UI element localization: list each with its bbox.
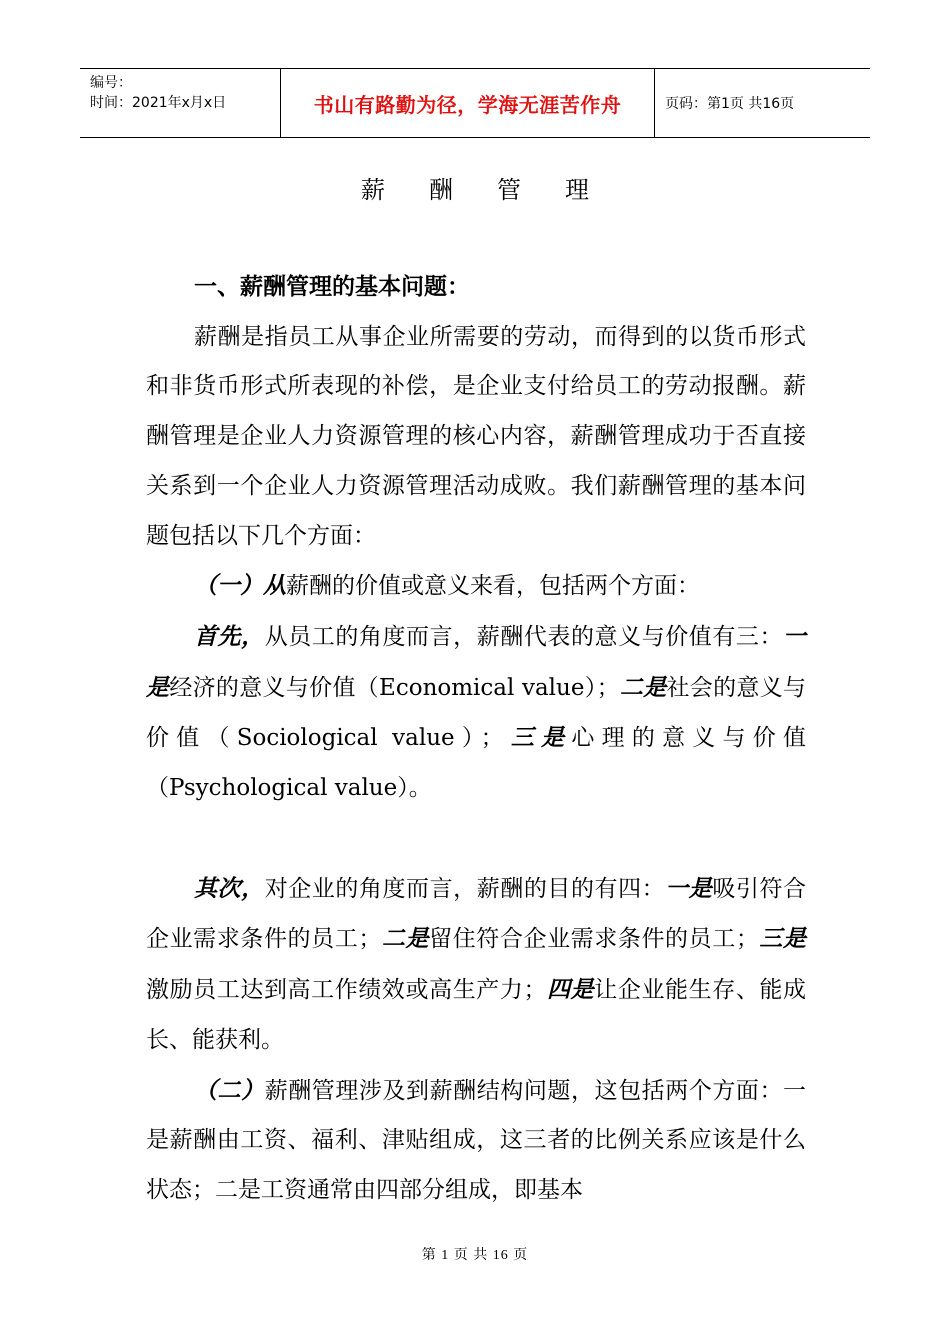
document-title	[0, 170, 950, 205]
title-char: 管	[497, 176, 521, 204]
text: 吸引符合企业需求条件的员工；	[146, 875, 807, 953]
document-body	[146, 263, 806, 1216]
text: 让企业能生存、能成长、能获利。	[146, 977, 807, 1053]
keyword: 一是	[665, 874, 713, 902]
keyword: 二是	[381, 925, 430, 953]
keyword: 三是	[758, 925, 807, 953]
keyword: 二是	[619, 673, 667, 701]
number-label: 编号：	[90, 75, 132, 91]
subsection-text: 薪酬管理涉及到薪酬结构问题，这包括两个方面：一是薪酬由工资、福利、津贴组成，这三者的比例关系应该是什么状态；二是工资通常由四部分组成，即基本	[146, 1077, 807, 1203]
keyword: 四是	[546, 976, 595, 1004]
keyword: 一是	[146, 622, 807, 701]
text: 社会的意义与价值（Sociological value）；	[146, 674, 807, 752]
document-header	[80, 68, 870, 138]
paragraph-definition: 薪酬是指员工从事企业所需要的劳动，而得到的以货币形式和非货币形式所表现的补偿，是企业支付给员工的劳动报酬。薪酬管理是企业人力资源管理的核心内容，薪酬管理成功于否直接关系到一个企业人力资源管理活动成败。我们薪酬管理的基本问题包括以下几个方面：	[146, 323, 806, 549]
lead-second: 其次，	[194, 874, 265, 902]
keyword: 三是	[503, 724, 572, 752]
time-label: 时间：2021年x月x日	[90, 95, 227, 111]
header-page-label: 页码：第1页 共16页	[665, 96, 795, 112]
header-meta	[80, 69, 281, 137]
title-char: 酬	[429, 176, 453, 204]
subsection-value	[146, 561, 806, 612]
title-char: 薪	[361, 176, 385, 204]
text: 留住符合企业需求条件的员工；	[429, 926, 759, 953]
subsection-structure	[146, 1066, 806, 1216]
text: 从员工的角度而言，薪酬代表的意义与价值有三：	[264, 623, 784, 650]
text: 激励员工达到高工作绩效或高生产力；	[146, 977, 547, 1004]
lead-first: 首先，	[194, 622, 265, 650]
text: 对企业的角度而言，薪酬的目的有四：	[264, 875, 666, 902]
subsection-lead: （一）从	[194, 572, 286, 600]
paragraph-enterprise-view	[146, 864, 806, 1066]
subsection-text: 薪酬的价值或意义来看，包括两个方面：	[286, 573, 700, 600]
section-heading: 一、薪酬管理的基本问题：	[194, 274, 470, 300]
text: 心理的意义与价值（Psychological value）。	[146, 725, 807, 802]
title-char: 理	[565, 176, 589, 204]
subsection-lead: （二）	[194, 1076, 265, 1104]
text: 经济的意义与价值（Economical value）；	[169, 674, 620, 701]
blank-line	[146, 814, 806, 864]
paragraph-employee-view	[146, 612, 806, 814]
page-footer: 第 1 页 共 16 页	[421, 1248, 529, 1263]
header-motto: 书山有路勤为径，学海无涯苦作舟	[281, 69, 655, 137]
